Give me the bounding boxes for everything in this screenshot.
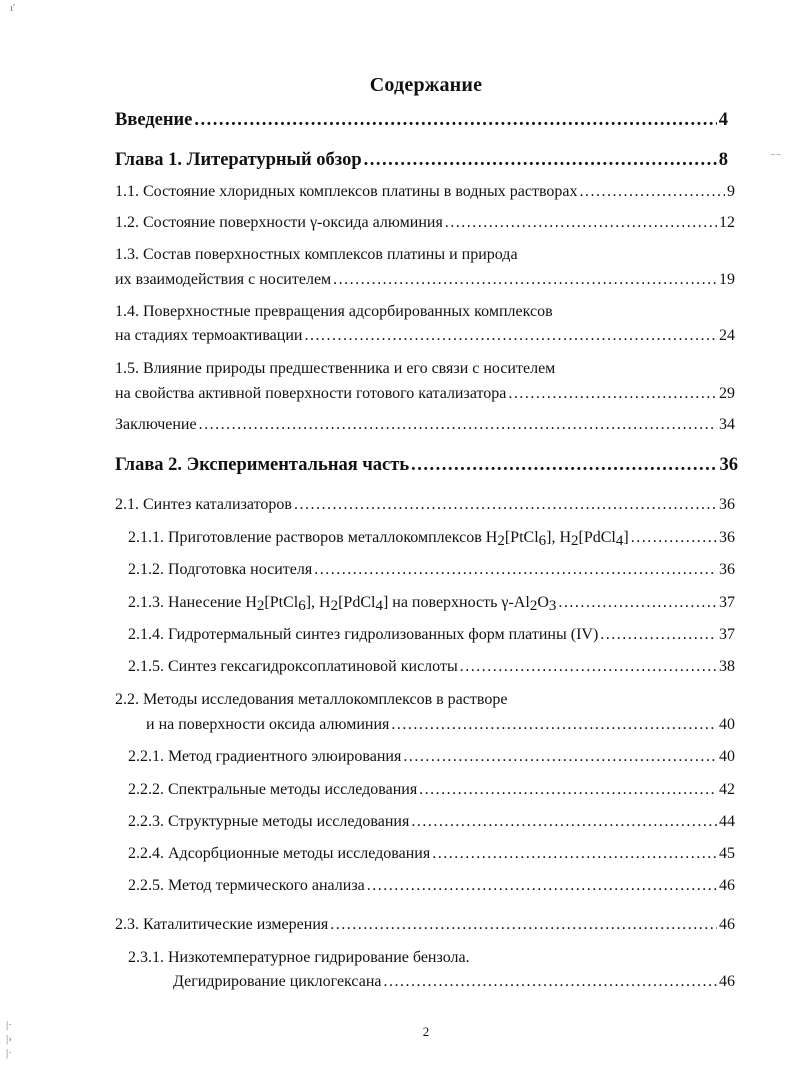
toc-entry-2-1-1: 2.1.1. Приготовление растворов металлокомплексов H2[PtCl6], H2[PdCl4] ..... 36 [128,529,735,547]
toc-entry-2-2-4: 2.2.4. Адсорбционные методы исследования ..... 45 [128,845,735,863]
toc-entry-1-1: 1.1. Состояние хлоридных комплексов платины в водных растворах ..... 9 [115,183,735,201]
toc-entry-1-3: их взаимодействия с носителем ..... 19 [115,271,735,289]
toc-entry-2-3: 2.3. Каталитические измерения ..... 46 [115,916,735,934]
toc-entry-1-2: 1.2. Состояние поверхности γ-оксида алюминия ..... 12 [115,214,735,232]
scan-speck: |· |› |· [6,1019,12,1059]
toc-entry-2-3-1: Дегидрирование циклогексана ..... 46 [173,973,735,991]
toc-entry-1-5: на свойства активной поверхности готового катализатора ..... 29 [115,385,735,403]
toc-entry-2-3-1-line1: 2.3.1. Низкотемпературное гидрирование бензола. [128,949,470,966]
toc-entry-2-1-2: 2.1.2. Подготовка носителя ..... 36 [128,561,735,579]
toc-entry-1-4: на стадиях термоактивации ..... 24 [115,327,735,345]
toc-entry-1-5-line1: 1.5. Влияние природы предшественника и его связи с носителем [115,360,556,377]
toc-entry-chapter-2: Глава 2. Экспериментальная часть ..... 36 [115,455,738,476]
toc-entry-2-1-3: 2.1.3. Нанесение H2[PtCl6], H2[PdCl4] на поверхность γ-Al2O3 ..... 37 [128,594,735,612]
scan-speck: ı' [10,2,16,14]
toc-entry-conclusion: Заключение ..... 34 [115,416,735,434]
toc-entry-chapter-1: Глава 1. Литературный обзор ..... 8 [115,150,728,171]
toc-entry-2-2-5: 2.2.5. Метод термического анализа ..... 46 [128,877,735,895]
page-number: 2 [422,1024,430,1039]
toc-entry-2-2-line1: 2.2. Методы исследования металлокомплексов в растворе [115,691,508,708]
toc-entry-2-1-4: 2.1.4. Гидротермальный синтез гидролизованных форм платины (IV) ..... 37 [128,626,735,644]
toc-entry-2-2: и на поверхности оксида алюминия ..... 40 [146,716,735,734]
toc-entry-2-1: 2.1. Синтез катализаторов ..... 36 [115,496,735,514]
toc-entry-2-2-2: 2.2.2. Спектральные методы исследования ..... 42 [128,781,735,799]
toc-entry-2-1-5: 2.1.5. Синтез гексагидроксоплатиновой кислоты ..... 38 [128,658,735,676]
toc-entry-2-2-3: 2.2.3. Структурные методы исследования ..... 44 [128,813,735,831]
toc-title: Содержание [369,74,483,96]
toc-entry-1-3-line1: 1.3. Состав поверхностных комплексов платины и природа [115,246,518,263]
scan-speck: ⁻⁻ [770,151,782,163]
toc-entry-1-4-line1: 1.4. Поверхностные превращения адсорбированных комплексов [115,303,553,320]
toc-entry-intro: Введение ..... 4 [115,110,728,131]
toc-entry-2-2-1: 2.2.1. Метод градиентного элюирования ..... 40 [128,748,735,766]
